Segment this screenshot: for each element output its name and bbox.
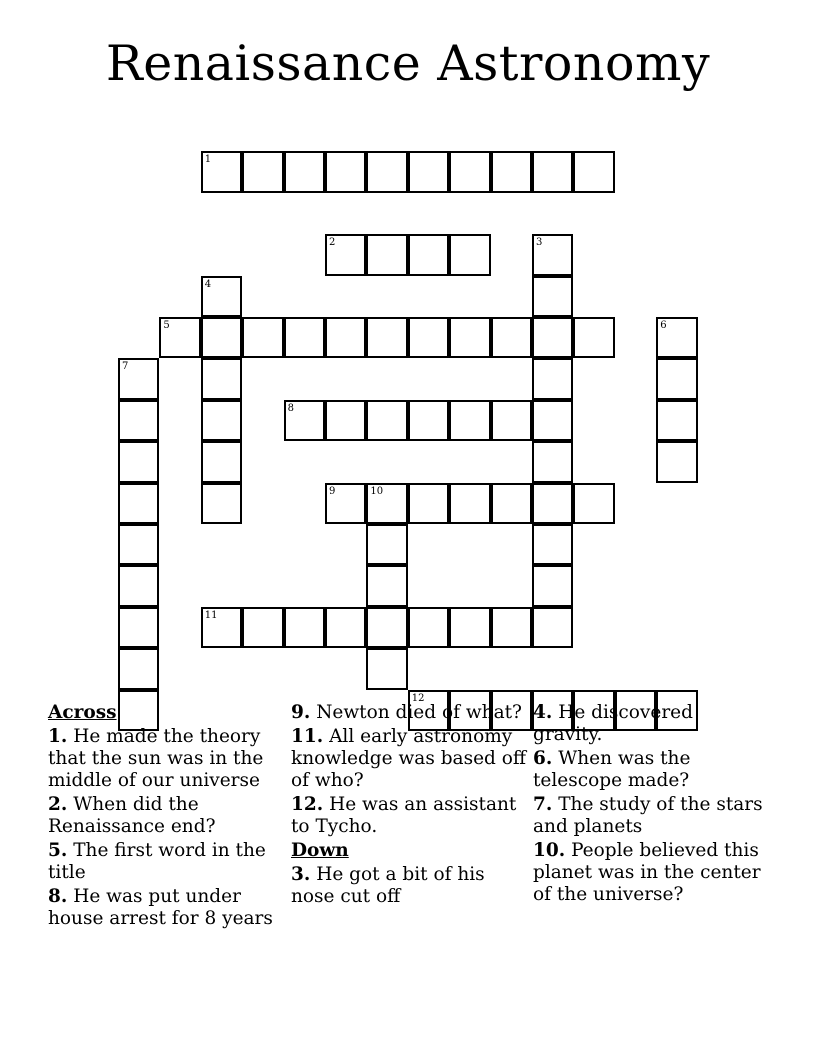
grid-cell[interactable] (656, 441, 697, 482)
clue-number-label: 7. (533, 794, 553, 815)
grid-cell[interactable] (242, 151, 283, 192)
clue-item (48, 886, 284, 930)
grid-cell[interactable] (408, 317, 449, 358)
grid-cell[interactable] (201, 317, 242, 358)
grid-cell[interactable] (366, 317, 407, 358)
grid-cell[interactable] (325, 607, 366, 648)
grid-cell[interactable] (366, 234, 407, 275)
grid-cell[interactable] (408, 234, 449, 275)
clue-column-3 (533, 702, 763, 908)
clue-number-label: 1. (48, 726, 68, 747)
clue-item (291, 794, 527, 838)
grid-cell[interactable] (325, 483, 366, 524)
grid-cell[interactable] (573, 317, 614, 358)
grid-cell[interactable] (118, 607, 159, 648)
clue-number-label: 3. (291, 864, 311, 885)
clue-number-label: 8. (48, 886, 68, 907)
clue-item (533, 702, 763, 746)
grid-cell[interactable] (491, 400, 532, 441)
clue-item (48, 794, 284, 838)
grid-cell[interactable] (532, 358, 573, 399)
clue-number-label: 12. (291, 794, 324, 815)
clue-number: 1 (204, 154, 212, 166)
grid-cell[interactable] (491, 607, 532, 648)
clue-number: 10 (370, 485, 384, 497)
clue-number: 9 (329, 485, 336, 497)
grid-cell[interactable] (408, 483, 449, 524)
clue-number-label: 5. (48, 840, 68, 861)
grid-cell[interactable] (656, 317, 697, 358)
grid-cell[interactable] (491, 317, 532, 358)
grid-cell[interactable] (325, 151, 366, 192)
clue-text: He got a bit of his nose cut off (291, 864, 485, 907)
grid-cell[interactable] (201, 607, 242, 648)
clue-number-label: 4. (533, 702, 553, 723)
clue-item (291, 726, 527, 792)
clue-column-1 (48, 702, 284, 932)
clue-number-label: 11. (291, 726, 324, 747)
grid-cell[interactable] (532, 317, 573, 358)
grid-cell[interactable] (201, 151, 242, 192)
grid-cell[interactable] (408, 400, 449, 441)
clue-text: He was an assistant to Tycho. (291, 794, 517, 837)
grid-cell[interactable] (118, 400, 159, 441)
clue-number: 6 (660, 320, 667, 331)
clue-item (291, 864, 527, 908)
grid-cell[interactable] (325, 317, 366, 358)
grid-cell[interactable] (532, 400, 573, 441)
grid-cell[interactable] (366, 524, 407, 565)
clue-number: 8 (287, 402, 294, 414)
grid-cell[interactable] (449, 400, 490, 441)
grid-cell[interactable] (366, 400, 407, 441)
clue-text: The first word in the title (48, 840, 266, 883)
clue-number-label: 6. (533, 748, 553, 769)
down-heading: Down (291, 840, 349, 861)
clue-text: When was the telescope made? (533, 748, 691, 791)
grid-cell[interactable] (242, 607, 283, 648)
grid-cell[interactable] (201, 358, 242, 399)
grid-cell[interactable] (242, 317, 283, 358)
clue-number: 4 (204, 278, 212, 290)
grid-cell[interactable] (656, 400, 697, 441)
clue-number-label: 9. (291, 702, 311, 723)
grid-cell[interactable] (532, 276, 573, 317)
grid-cell[interactable] (118, 441, 159, 482)
grid-cell[interactable] (491, 151, 532, 192)
puzzle-title: Renaissance Astronomy (105, 35, 711, 92)
across-heading: Across (48, 702, 117, 723)
grid-cell[interactable] (449, 317, 490, 358)
grid-cell[interactable] (118, 483, 159, 524)
clue-number: 2 (329, 237, 336, 249)
grid-cell[interactable] (118, 524, 159, 565)
clue-number-label: 2. (48, 794, 68, 815)
clue-text: All early astronomy knowledge was based off of who? (291, 726, 527, 791)
grid-cell[interactable] (408, 151, 449, 192)
grid-cell[interactable] (366, 648, 407, 689)
grid-cell[interactable] (656, 358, 697, 399)
grid-cell[interactable] (201, 276, 242, 317)
grid-cell[interactable] (449, 483, 490, 524)
grid-cell[interactable] (491, 483, 532, 524)
clue-item (533, 794, 763, 838)
grid-cell[interactable] (325, 234, 366, 275)
grid-cell[interactable] (366, 483, 407, 524)
grid-cell[interactable] (532, 483, 573, 524)
grid-cell[interactable] (284, 151, 325, 192)
clue-text: When did the Renaissance end? (48, 794, 216, 837)
grid-cell[interactable] (201, 441, 242, 482)
grid-cell[interactable] (532, 441, 573, 482)
grid-cell[interactable] (532, 524, 573, 565)
grid-cell[interactable] (532, 607, 573, 648)
grid-cell[interactable] (366, 151, 407, 192)
grid-cell[interactable] (325, 400, 366, 441)
clue-text: He was put under house arrest for 8 years (48, 886, 273, 929)
clue-number: 5 (163, 320, 170, 331)
grid-cell[interactable] (201, 483, 242, 524)
clue-text: He discovered gravity. (533, 702, 693, 745)
clue-number: 3 (536, 237, 543, 249)
clue-column-2 (291, 702, 527, 910)
grid-cell[interactable] (408, 607, 449, 648)
grid-cell[interactable] (159, 317, 200, 358)
clue-number-label: 10. (533, 840, 566, 861)
clue-item (533, 840, 763, 906)
grid-cell[interactable] (449, 234, 490, 275)
grid-cell[interactable] (366, 607, 407, 648)
grid-cell[interactable] (201, 400, 242, 441)
grid-cell[interactable] (118, 648, 159, 689)
grid-cell[interactable] (532, 234, 573, 275)
grid-cell[interactable] (532, 565, 573, 606)
grid-cell[interactable] (284, 317, 325, 358)
clue-number: 11 (204, 609, 218, 621)
grid-cell[interactable] (118, 358, 159, 399)
clue-text: People believed this planet was in the center of the universe? (533, 840, 761, 905)
clue-text: The study of the stars and planets (533, 794, 763, 837)
grid-cell[interactable] (284, 400, 325, 441)
clue-item (291, 702, 527, 724)
grid-cell[interactable] (573, 483, 614, 524)
clue-number: 7 (122, 361, 129, 373)
clue-text: Newton died of what? (310, 702, 522, 723)
clue-item (48, 726, 284, 792)
clue-item (48, 840, 284, 884)
grid-cell[interactable] (118, 565, 159, 606)
grid-cell[interactable] (366, 565, 407, 606)
grid-cell[interactable] (284, 607, 325, 648)
grid-cell[interactable] (573, 151, 614, 192)
clue-number: 12 (411, 692, 425, 704)
clue-item (533, 748, 763, 792)
grid-cell[interactable] (449, 151, 490, 192)
clue-text: He made the theory that the sun was in the middle of our universe (48, 726, 264, 791)
grid-cell[interactable] (449, 607, 490, 648)
grid-cell[interactable] (532, 151, 573, 192)
